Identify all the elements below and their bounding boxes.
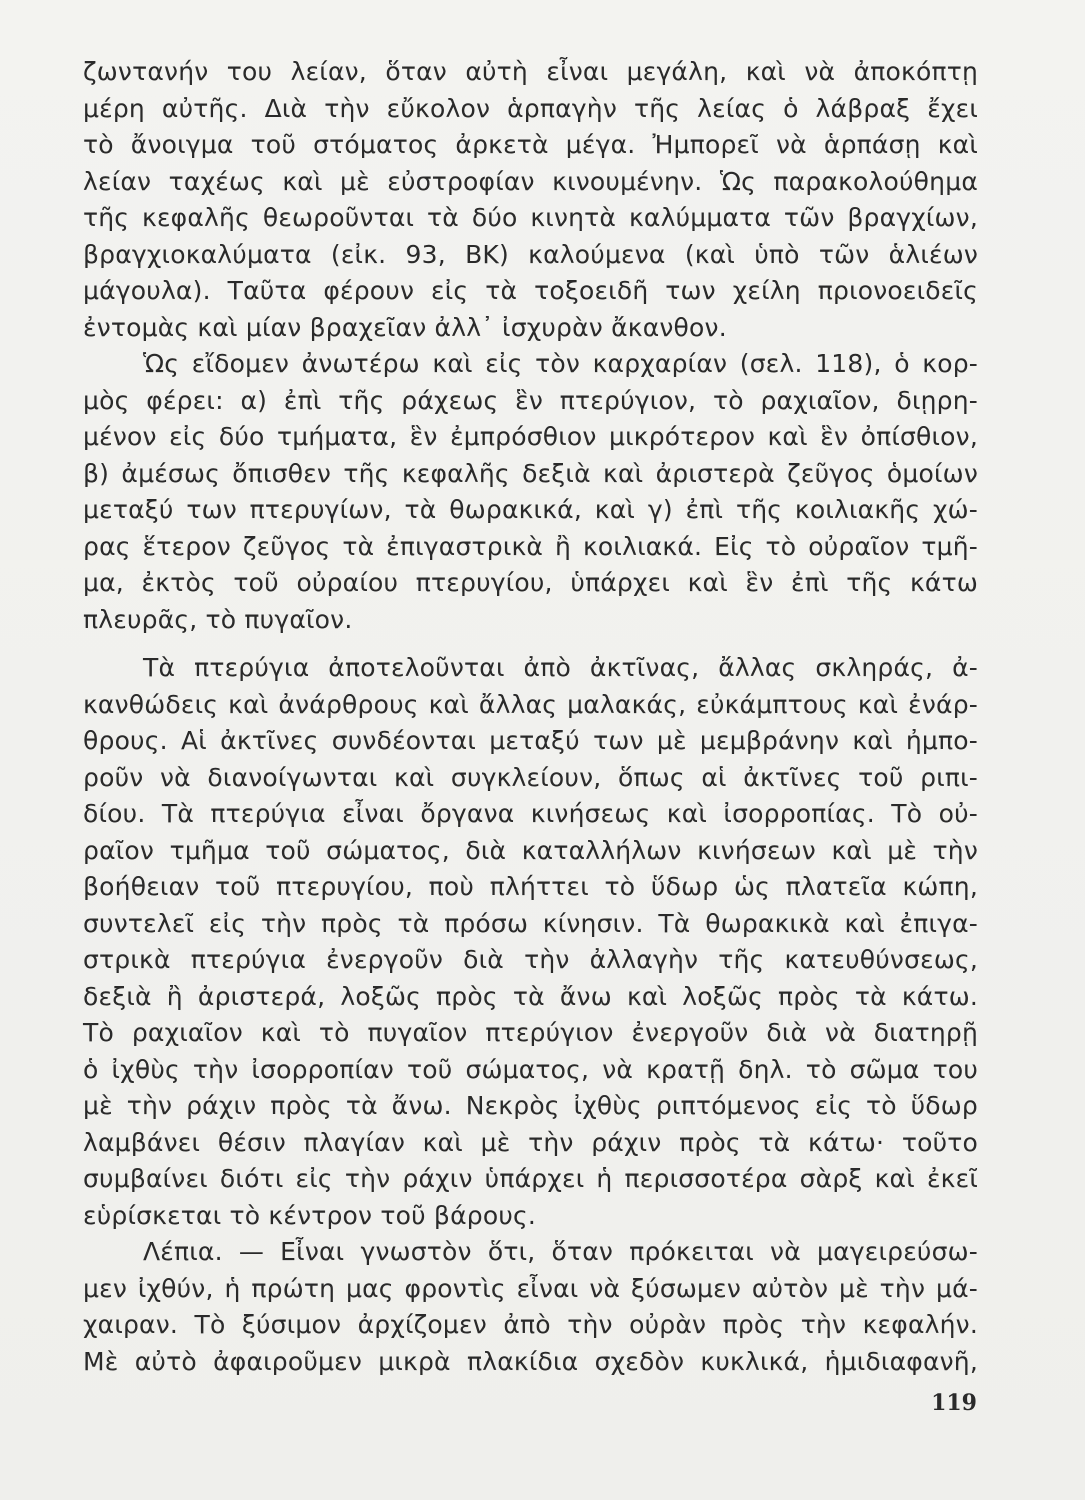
text-line: ρας ἕτερον ζεῦγος τὰ ἐπιγαστρικὰ ἢ κοιλιακά. Εἰς τὸ οὐραῖον τμῆ- xyxy=(83,531,978,561)
text-line: τῆς κεφαλῆς θεωροῦνται τὰ δύο κινητὰ καλύμματα τῶν βραγχίων, xyxy=(83,203,978,232)
section-heading-line: Λέπια. — Εἶναι γνωστὸν ὅτι, ὅταν πρόκειται νὰ μαγειρεύσω- xyxy=(143,1237,978,1266)
text-line: δεξιὰ ἢ ἀριστερά, λοξῶς πρὸς τὰ ἄνω καὶ λοξῶς πρὸς τὰ κάτω. xyxy=(83,981,978,1011)
text-line: χαιραν. Τὸ ξύσιμον ἀρχίζομεν ἀπὸ τὴν οὐρὰν πρὸς τὴν κεφαλήν. xyxy=(83,1310,978,1339)
text-line: βραγχιοκαλύματα (εἰκ. 93, ΒΚ) καλούμενα (καὶ ὑπὸ τῶν ἁλιέων xyxy=(83,239,978,269)
text-line: κανθώδεις καὶ ἀνάρθρους καὶ ἄλλας μαλακάς, εὐκάμπτους καὶ ἐνάρ- xyxy=(83,689,978,719)
text-line: μάγουλα). Ταῦτα φέρουν εἰς τὰ τοξοειδῆ των χείλη πριονοειδεῖς xyxy=(83,276,978,305)
text-line: μὲ τὴν ράχιν πρὸς τὰ ἄνω. Νεκρὸς ἰχθὺς ριπτόμενος εἰς τὸ ὕδωρ xyxy=(83,1091,978,1120)
text-line: βοήθειαν τοῦ πτερυγίου, ποὺ πλήττει τὸ ὕδωρ ὡς πλατεῖα κώπη, xyxy=(83,872,978,901)
text-line: τὸ ἄνοιγμα τοῦ στόματος ἀρκετὰ μέγα. Ἠμπορεῖ νὰ ἁρπάσῃ καὶ xyxy=(83,130,978,159)
text-line: λείαν ταχέως καὶ μὲ εὐστροφίαν κινουμένην. Ὡς παρακολούθημα xyxy=(83,166,978,196)
text-line: συμβαίνει διότι εἰς τὴν ράχιν ὑπάρχει ἡ περισσοτέρα σὰρξ καὶ ἐκεῖ xyxy=(83,1164,978,1193)
text-line: Ὡς εἴδομεν ἀνωτέρω καὶ εἰς τὸν καρχαρίαν (σελ. 118), ὁ κορ- xyxy=(143,349,978,378)
text-line: μένον εἰς δύο τμήματα, ἓν ἐμπρόσθιον μικρότερον καὶ ἓν ὀπίσθιον, xyxy=(83,422,978,451)
text-line: λαμβάνει θέσιν πλαγίαν καὶ μὲ τὴν ράχιν πρὸς τὰ κάτω· τοῦτο xyxy=(83,1127,978,1157)
text-line: θρους. Αἱ ἀκτῖνες συνδέονται μεταξύ των μὲ μεμβράνην καὶ ἠμπο- xyxy=(83,726,978,755)
text-line: μέρη αὐτῆς. Διὰ τὴν εὔκολον ἁρπαγὴν τῆς λείας ὁ λάβραξ ἔχει xyxy=(83,93,978,123)
text-line: μεν ἰχθύν, ἡ πρώτη μας φροντὶς εἶναι νὰ ξύσωμεν αὐτὸν μὲ τὴν μά- xyxy=(83,1273,978,1303)
text-line: Μὲ αὐτὸ ἀφαιροῦμεν μικρὰ πλακίδια σχεδὸν κυκλικά, ἡμιδιαφανῆ, xyxy=(83,1346,978,1376)
text-line: Τὰ πτερύγια ἀποτελοῦνται ἀπὸ ἀκτῖνας, ἄλλας σκληράς, ἀ- xyxy=(143,653,978,682)
text-line: πλευρᾶς, τὸ πυγαῖον. xyxy=(83,604,353,634)
text-line: στρικὰ πτερύγια ἐνεργοῦν διὰ τὴν ἀλλαγὴν τῆς κατευθύνσεως, xyxy=(83,945,978,974)
text-line: Τὸ ραχιαῖον καὶ τὸ πυγαῖον πτερύγιον ἐνεργοῦν διὰ νὰ διατηρῇ xyxy=(83,1018,978,1047)
text-line: ραῖον τμῆμα τοῦ σώματος, διὰ καταλλήλων κινήσεων καὶ μὲ τὴν xyxy=(83,835,978,865)
page-number: 119 xyxy=(931,1390,977,1416)
text-line: μὸς φέρει: α) ἐπὶ τῆς ράχεως ἓν πτερύγιον, τὸ ραχιαῖον, διῃρη- xyxy=(83,385,978,415)
text-line: β) ἀμέσως ὄπισθεν τῆς κεφαλῆς δεξιὰ καὶ ἀριστερὰ ζεῦγος ὁμοίων xyxy=(83,458,978,488)
text-line: μα, ἐκτὸς τοῦ οὐραίου πτερυγίου, ὑπάρχει καὶ ἓν ἐπὶ τῆς κάτω xyxy=(83,568,978,597)
text-line: δίου. Τὰ πτερύγια εἶναι ὄργανα κινήσεως καὶ ἰσορροπίας. Τὸ οὐ- xyxy=(83,799,978,828)
text-line: ζωντανήν του λείαν, ὅταν αὐτὴ εἶναι μεγάλη, καὶ νὰ ἀποκόπτῃ xyxy=(83,57,978,86)
text-line: ἐντομὰς καὶ μίαν βραχεῖαν ἀλλ᾽ ἰσχυρὰν ἄκανθον. xyxy=(83,312,727,342)
text-line: εὑρίσκεται τὸ κέντρον τοῦ βάρους. xyxy=(83,1200,537,1230)
text-line: μεταξύ των πτερυγίων, τὰ θωρακικά, καὶ γ) ἐπὶ τῆς κοιλιακῆς χώ- xyxy=(83,495,978,524)
text-line: ροῦν νὰ διανοίγωνται καὶ συγκλείουν, ὅπως αἱ ἀκτῖνες τοῦ ριπι- xyxy=(83,762,978,792)
text-line: ὁ ἰχθὺς τὴν ἰσορροπίαν τοῦ σώματος, νὰ κρατῇ δηλ. τὸ σῶμα του xyxy=(83,1054,978,1084)
text-line: συντελεῖ εἰς τὴν πρὸς τὰ πρόσω κίνησιν. Τὰ θωρακικὰ καὶ ἐπιγα- xyxy=(83,908,978,938)
body-text xyxy=(83,54,978,1380)
